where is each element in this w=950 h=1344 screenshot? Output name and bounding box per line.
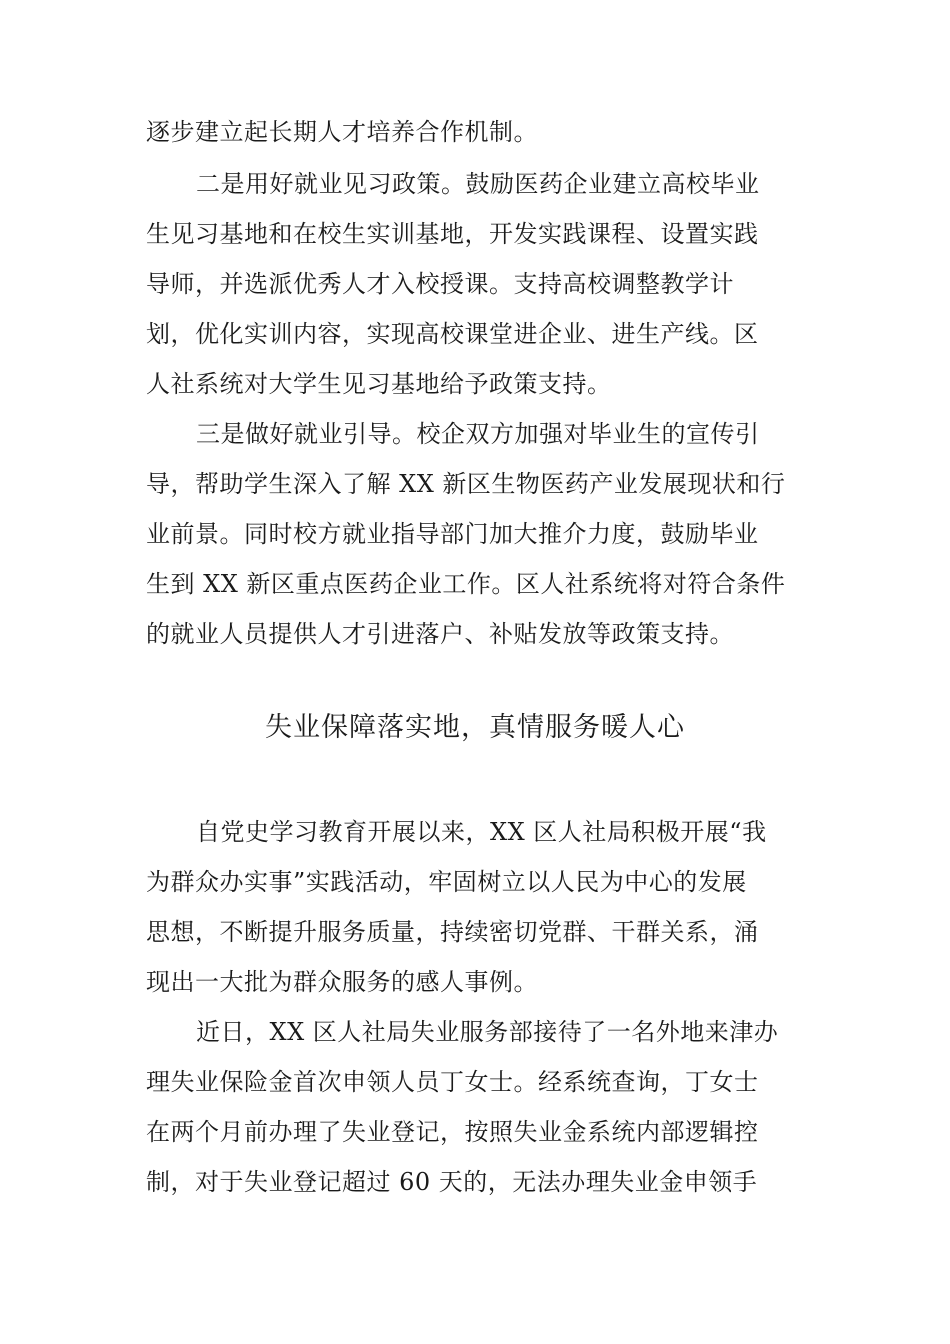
paragraph-line: 为群众办实事”实践活动，牢固树立以人民为中心的发展 [146, 868, 747, 896]
paragraph-line: 近日，XX 区人社局失业服务部接待了一名外地来津办 [196, 1018, 779, 1046]
paragraph-line: 划，优化实训内容，实现高校课堂进企业、进生产线。区 [146, 320, 759, 348]
paragraph-line: 思想，不断提升服务质量，持续密切党群、干群关系，涌 [146, 918, 759, 946]
paragraph-line: 自党史学习教育开展以来，XX 区人社局积极开展“我 [196, 818, 767, 846]
paragraph-line: 生到 XX 新区重点医药企业工作。区人社系统将对符合条件 [146, 570, 786, 598]
paragraph-line: 制，对于失业登记超过 60 天的，无法办理失业金申领手 [146, 1168, 758, 1196]
paragraph-line: 在两个月前办理了失业登记，按照失业金系统内部逻辑控 [146, 1118, 759, 1146]
paragraph-line: 导师，并选派优秀人才入校授课。支持高校调整教学计 [146, 270, 734, 298]
paragraph-line: 的就业人员提供人才引进落户、补贴发放等政策支持。 [146, 620, 734, 648]
paragraph-line: 业前景。同时校方就业指导部门加大推介力度，鼓励毕业 [146, 520, 759, 548]
paragraph-line: 二是用好就业见习政策。鼓励医药企业建立高校毕业 [196, 170, 760, 198]
section-title: 失业保障落实地，真情服务暖人心 [265, 712, 685, 743]
paragraph-line: 三是做好就业引导。校企双方加强对毕业生的宣传引 [196, 420, 760, 448]
paragraph-line: 逐步建立起长期人才培养合作机制。 [146, 118, 538, 146]
paragraph-line: 理失业保险金首次申领人员丁女士。经系统查询，丁女士 [146, 1068, 759, 1096]
paragraph-line: 人社系统对大学生见习基地给予政策支持。 [146, 370, 612, 398]
paragraph-line: 导，帮助学生深入了解 XX 新区生物医药产业发展现状和行 [146, 470, 786, 498]
paragraph-line: 现出一大批为群众服务的感人事例。 [146, 968, 538, 996]
paragraph-line: 生见习基地和在校生实训基地，开发实践课程、设置实践 [146, 220, 759, 248]
